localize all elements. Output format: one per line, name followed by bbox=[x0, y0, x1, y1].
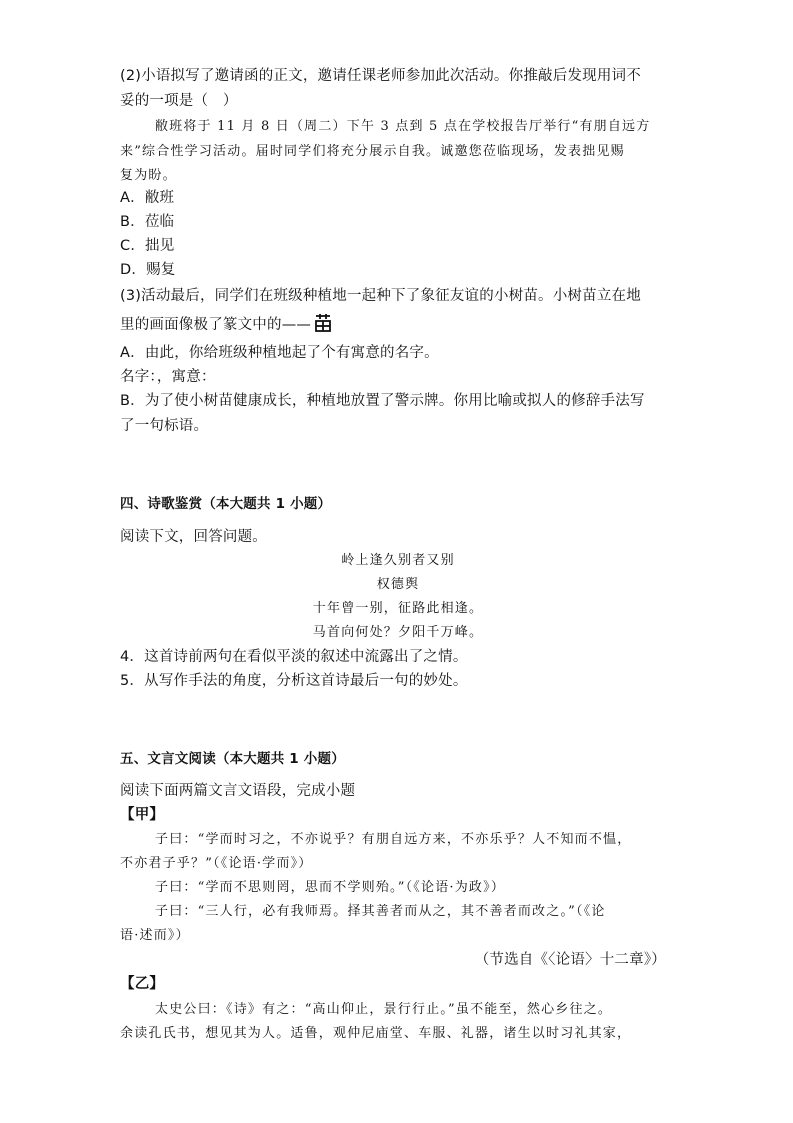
jia-line3: 子曰：“学而不思则罔，思而不学则殆。”（《论语·为政》） bbox=[155, 880, 506, 895]
question-4: 4．这首诗前两句在看似平淡的叙述中流露出了之情。 bbox=[120, 649, 468, 665]
yi-label: 【乙】 bbox=[120, 976, 165, 992]
q2-option-a: A．敝班 bbox=[120, 190, 175, 206]
section5-heading: 五、文言文阅读（本大题共 1 小题） bbox=[120, 751, 345, 767]
jia-source: （节选自《〈论语〉十二章》） bbox=[474, 952, 666, 968]
q2-passage-line3: 复为盼。 bbox=[120, 168, 177, 183]
section4-heading: 四、诗歌鉴赏（本大题共 1 小题） bbox=[120, 496, 332, 512]
poem-line2: 马首向何处？夕阳千万峰。 bbox=[312, 625, 484, 640]
section5-instruction: 阅读下面两篇文言文语段，完成小题 bbox=[120, 783, 356, 799]
q2-passage-line1: 敝班将于 11 月 8 日（周二）下午 3 点到 5 点在学校报告厅举行“有朋自远方 bbox=[155, 119, 651, 134]
q3-part-b-line1: B．为了使小树苗健康成长，种植地放置了警示牌。你用比喻或拟人的修辞手法写 bbox=[120, 393, 645, 409]
q3-stem-line1: (3)活动最后，同学们在班级种植地一起种下了象征友谊的小树苗。小树苗立在地 bbox=[120, 288, 641, 304]
yi-line1: 太史公曰：《诗》有之：“高山仰止，景行行止。”虽不能至，然心乡往之。 bbox=[155, 1002, 613, 1017]
jia-line5: 语·述而》） bbox=[120, 928, 190, 943]
jia-label: 【甲】 bbox=[120, 807, 165, 823]
poem-author: 权德舆 bbox=[376, 577, 420, 592]
q3-part-a: A．由此，你给班级种植地起了个有寓意的名字。 bbox=[120, 345, 439, 361]
q2-option-c: C．拙见 bbox=[120, 238, 175, 254]
yi-line2: 余读孔氏书，想见其为人。适鲁，观仲尼庙堂、车服、礼器，诸生以时习礼其家， bbox=[120, 1026, 632, 1041]
q2-stem-line2: 妥的一项是（ ） bbox=[120, 93, 238, 109]
q3-stem-line2: 里的画面像极了篆文中的—— bbox=[120, 317, 312, 333]
q3-stem-line2-wrap bbox=[120, 313, 333, 335]
jia-line2: 不亦君子乎？”（《论语·学而》） bbox=[120, 856, 313, 871]
q2-option-b: B．莅临 bbox=[120, 214, 175, 230]
seal-script-glyph-icon bbox=[313, 313, 333, 333]
section4-instruction: 阅读下文，回答问题。 bbox=[120, 529, 267, 545]
jia-line1: 子曰：“学而时习之，不亦说乎？有朋自远方来，不亦乐乎？人不知而不愠， bbox=[155, 832, 632, 847]
q2-passage-line2: 来”综合性学习活动。届时同学们将充分展示自我。诚邀您莅临现场，发表拙见赐 bbox=[120, 144, 625, 159]
question-5: 5．从写作手法的角度，分析这首诗最后一句的妙处。 bbox=[120, 673, 468, 689]
poem-line1: 十年曾一别，征路此相逢。 bbox=[312, 601, 484, 616]
q2-stem-line1: (2)小语拟写了邀请函的正文，邀请任课老师参加此次活动。你推敲后发现用词不 bbox=[120, 68, 641, 84]
q3-part-b-line2: 了一句标语。 bbox=[120, 418, 209, 434]
q2-option-d: D．赐复 bbox=[120, 262, 176, 278]
poem-title: 岭上逢久别者又别 bbox=[341, 553, 455, 568]
q3-name-line: 名字：，寓意： bbox=[120, 369, 216, 385]
jia-line4: 子曰：“三人行，必有我师焉。择其善者而从之，其不善者而改之。”（《论 bbox=[155, 904, 606, 919]
